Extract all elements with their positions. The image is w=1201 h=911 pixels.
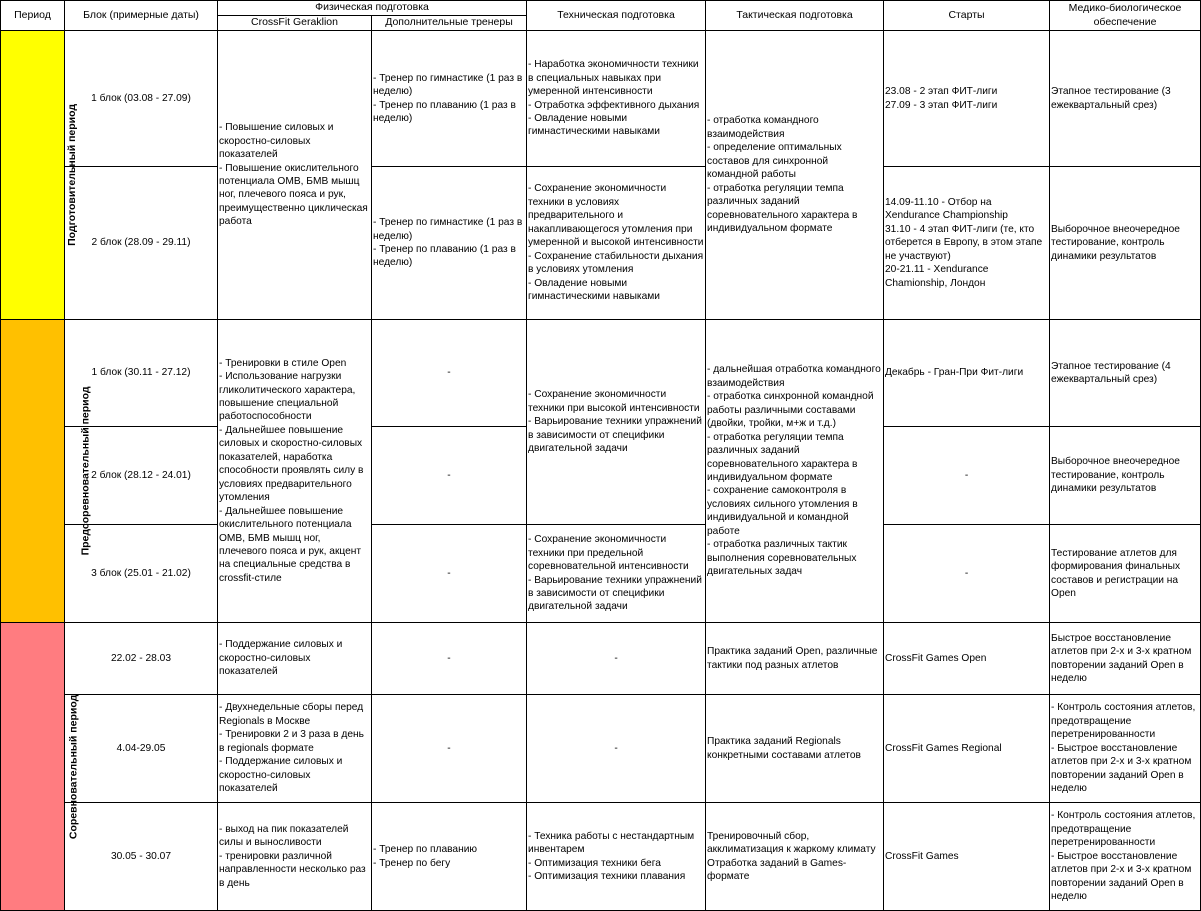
cell-line: - тренировки различной направленности несколько раз в день: [219, 850, 366, 889]
cell-line: - Использование нагрузки гликолитического характера, повышение специальной работоспособности: [219, 371, 356, 423]
technical-cell: [527, 320, 706, 525]
tactical-cell: [706, 320, 884, 623]
cell-line: 14.09-11.10 - Отбор на Xendurance Championship: [885, 196, 1008, 222]
header-extra-coaches: Дополнительные тренеры: [372, 16, 527, 31]
block-label: 3 блок (25.01 - 21.02): [65, 525, 218, 623]
header-physical: Физическая подготовка: [218, 1, 527, 16]
technical-cell: [527, 31, 706, 167]
tactical-cell: [706, 31, 884, 320]
cell-line: - определение оптимальных составов для синхронной командной работы: [707, 142, 842, 181]
period-label: Предсоревновательный период: [79, 386, 92, 556]
extra-coaches-cell: -: [372, 695, 527, 803]
cell-line: 20-21.11 - Xendurance Chamionship, Лондон: [885, 264, 989, 289]
block-label: 22.02 - 28.03: [65, 623, 218, 695]
cell-line: - отработка регуляции темпа различных заданий соревновательного характера в индивидуальном формате: [707, 182, 858, 235]
cell-line: - Двухнедельные сборы перед Regionals в Москве: [219, 702, 364, 727]
technical-cell: [527, 525, 706, 623]
cell-line: - Дальнейшее повышение силовых и скоростно-силовых показателей, наработка способности проявлять силу в условиях предварительного утомления: [219, 424, 364, 504]
cell-line: - Тренер по бегу: [373, 857, 451, 869]
block-label: 2 блок (28.09 - 29.11): [65, 167, 218, 320]
medical-cell: Выборочное внеочередное тестирование, контроль динамики результатов: [1050, 427, 1201, 525]
medical-cell: Тестирование атлетов для формирования финальных составов и регистрации на Open: [1050, 525, 1201, 623]
technical-cell: [527, 167, 706, 320]
technical-cell: -: [527, 623, 706, 695]
cell-line: - Оптимизация техники плавания: [528, 870, 686, 882]
header-starts: Старты: [884, 1, 1050, 31]
block-label: 30.05 - 30.07: [65, 803, 218, 911]
cell-line: - Сохранение экономичности техники при высокой интенсивности: [528, 389, 700, 414]
medical-cell: [1050, 695, 1201, 803]
period-competitive: [1, 623, 80, 911]
cell-line: Тренировочный сбор, акклиматизация к жаркому климату: [707, 830, 876, 856]
tactical-cell: Практика заданий Regionals конкретными составами атлетов: [706, 695, 884, 803]
cell-line: - Тренер по гимнастике (1 раз в неделю): [373, 72, 523, 98]
cell-line: - Оптимизация техники бега: [528, 857, 661, 869]
cell-line: - отработка командного взаимодействия: [707, 115, 819, 140]
header-tactical: Тактическая подготовка: [706, 1, 884, 31]
cell-line: - Сохранение экономичности техники в условиях предварительного и накапливающегося утомления при умеренной и высокой интенсивности: [528, 183, 704, 249]
extra-coaches-cell: [372, 803, 527, 911]
cell-line: - Овладение новыми гимнастическими навыками: [528, 112, 660, 138]
crossfit-cell: [218, 623, 372, 695]
cell-line: - Варьирование техники упражнений в зависимости от специфики двигательной задачи: [528, 416, 702, 455]
block-label: 4.04-29.05: [65, 695, 218, 803]
period-precompetitive: [1, 320, 92, 623]
cell-line: - Отработка эффективного дыхания: [528, 99, 700, 111]
crossfit-cell: [218, 320, 372, 623]
starts-cell: [884, 167, 1050, 320]
cell-line: 27.09 - 3 этап ФИТ-лиги: [885, 99, 998, 111]
cell-line: - Наработка экономичности техники в специальных навыках при умеренной интенсивности: [528, 59, 699, 98]
cell-line: - Поддержание силовых и скоростно-силовых показателей: [219, 639, 343, 678]
cell-line: - отработка различных тактик выполнения соревновательных двигательных задач: [707, 539, 857, 578]
medical-cell: [1050, 803, 1201, 911]
cell-line: - Повышение окислительного потенциала ОМВ, БМВ мышц ног, плечевого пояса и рук, преимущественно циклическая работа: [219, 162, 368, 228]
cell-line: - Поддержание силовых и скоростно-силовых показателей: [219, 756, 343, 795]
cell-line: - Тренер по плаванию (1 раз в неделю): [373, 99, 516, 124]
starts-cell: CrossFit Games Open: [884, 623, 1050, 695]
medical-cell: Этапное тестирование (3 ежеквартальный срез): [1050, 31, 1201, 167]
period-label: Соревновательный период: [67, 694, 80, 839]
extra-coaches-cell: [372, 167, 527, 320]
cell-line: - Тренер по плаванию (1 раз в неделю): [373, 244, 516, 269]
cell-line: - Овладение новыми гимнастическими навыками: [528, 277, 660, 303]
medical-cell: Этапное тестирование (4 ежеквартальный срез): [1050, 320, 1201, 427]
cell-line: - Быстрое восстановление атлетов при 2-х и 3-х кратном повторении заданий Open в неделю: [1051, 850, 1192, 903]
technical-cell: [527, 803, 706, 911]
cell-line: - Тренер по плаванию: [373, 844, 478, 856]
cell-line: - сохранение самоконтроля в условиях сильного утомления в индивидуальной и командной работе: [707, 485, 858, 537]
cell-line: - Тренировки 2 и 3 раза в день в regionals формате: [219, 729, 364, 754]
cell-line: - Варьирование техники упражнений в зависимости от специфики двигательной задачи: [528, 574, 702, 613]
extra-coaches-cell: [372, 31, 527, 167]
cell-line: - Быстрое восстановление атлетов при 2-х и 3-х кратном повторении заданий Open в неделю: [1051, 742, 1192, 795]
extra-coaches-cell: -: [372, 623, 527, 695]
extra-coaches-cell: -: [372, 427, 527, 525]
cell-line: Отработка заданий в Games-формате: [707, 857, 847, 882]
tactical-cell: Практика заданий Open, различные тактики под разных атлетов: [706, 623, 884, 695]
starts-cell: [884, 31, 1050, 167]
cell-line: - Сохранение экономичности техники при предельной соревновательной интенсивности: [528, 534, 689, 573]
cell-line: - отработка синхронной командной работы различными составами (двойки, тройки, м+ж и т.д.): [707, 391, 874, 430]
starts-cell: CrossFit Games Regional: [884, 695, 1050, 803]
header-medical: Медико-биологическое обеспечение: [1050, 1, 1201, 31]
cell-line: - Повышение силовых и скоростно-силовых показателей: [219, 122, 334, 161]
starts-cell: CrossFit Games: [884, 803, 1050, 911]
header-technical: Техническая подготовка: [527, 1, 706, 31]
cell-line: 31.10 - 4 этап ФИТ-лиги (те, кто отберется в Европу, в этом этапе не участвуют): [885, 223, 1043, 262]
starts-cell: -: [884, 525, 1050, 623]
crossfit-cell: [218, 695, 372, 803]
cell-line: - Техника работы с нестандартным инвентарем: [528, 830, 695, 856]
cell-line: 23.08 - 2 этап ФИТ-лиги: [885, 86, 998, 98]
cell-line: - Тренер по гимнастике (1 раз в неделю): [373, 217, 523, 242]
block-label: 1 блок (30.11 - 27.12): [65, 320, 218, 427]
cell-line: - отработка регуляции темпа различных заданий соревновательного характера в индивидуальном формате: [707, 431, 858, 483]
block-label: 2 блок (28.12 - 24.01): [65, 427, 218, 525]
crossfit-cell: [218, 803, 372, 911]
header-crossfit: CrossFit Geraklion: [218, 16, 372, 31]
medical-cell: Выборочное внеочередное тестирование, контроль динамики результатов: [1050, 167, 1201, 320]
extra-coaches-cell: -: [372, 525, 527, 623]
header-period: Период: [1, 1, 65, 31]
cell-line: - Сохранение стабильности дыхания в условиях утомления: [528, 250, 704, 276]
starts-cell: -: [884, 427, 1050, 525]
cell-line: Быстрое восстановление атлетов при 2-х и 3-х кратном повторении заданий Open в неделю: [1051, 632, 1192, 684]
starts-cell: Декабрь - Гран-При Фит-лиги: [884, 320, 1050, 427]
technical-cell: -: [527, 695, 706, 803]
crossfit-cell: [218, 31, 372, 320]
cell-line: - дальнейшая отработка командного взаимодействия: [707, 364, 881, 389]
medical-cell: [1050, 623, 1201, 695]
cell-line: - Тренировки в стиле Open: [219, 357, 347, 369]
block-label: 1 блок (03.08 - 27.09): [65, 31, 218, 167]
period-preparatory: [1, 31, 79, 320]
extra-coaches-cell: -: [372, 320, 527, 427]
cell-line: - выход на пик показателей силы и выносливости: [219, 823, 349, 849]
cell-line: - Дальнейшее повышение окислительного потенциала ОМВ, БМВ мышц ног, плечевого пояса и рук, акцент на специальные средства в crossfit-стиле: [219, 505, 362, 584]
tactical-cell: [706, 803, 884, 911]
period-label: Подготовительный период: [66, 104, 79, 246]
header-block: Блок (примерные даты): [65, 1, 218, 31]
cell-line: - Контроль состояния атлетов, предотвращение перетренированности: [1051, 810, 1196, 849]
cell-line: - Контроль состояния атлетов, предотвращение перетренированности: [1051, 702, 1196, 741]
